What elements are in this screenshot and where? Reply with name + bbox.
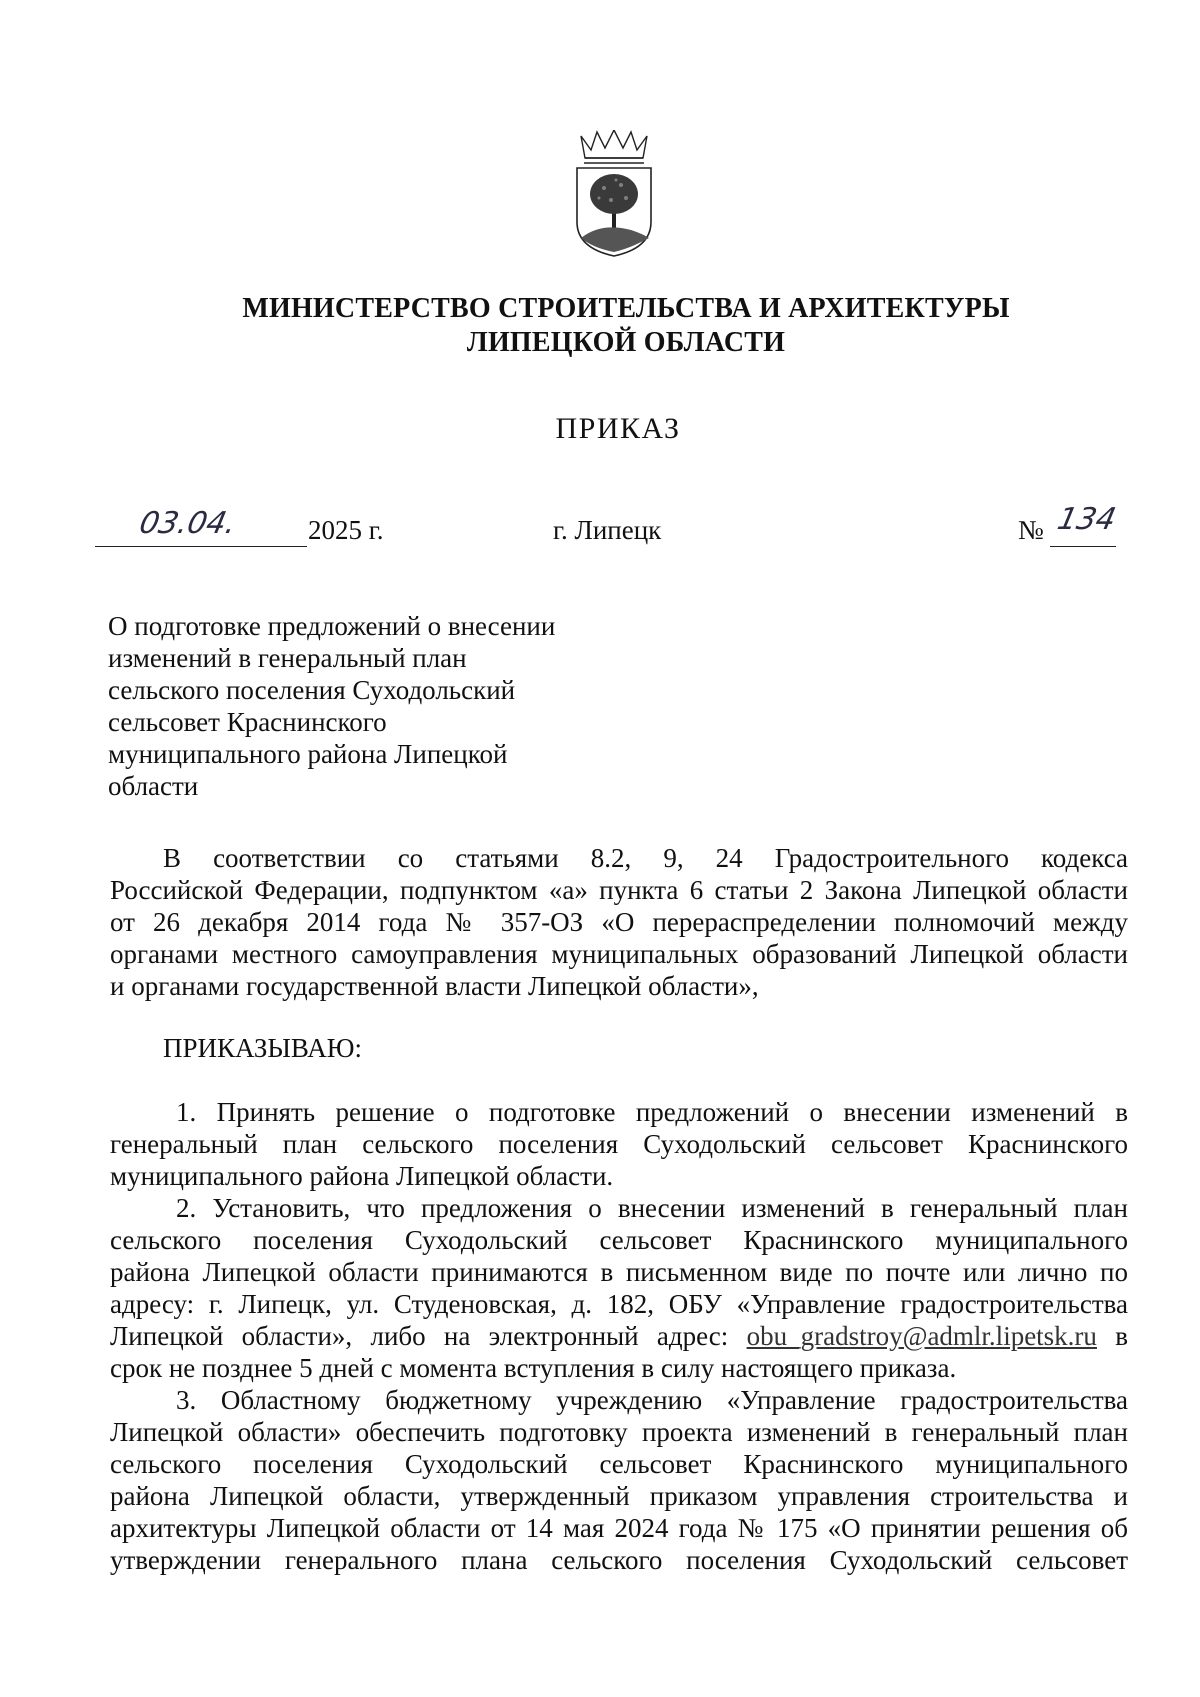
- order-directive-word: ПРИКАЗЫВАЮ:: [163, 1033, 362, 1063]
- item-line: 1. Принять решение о подготовке предложений о внесении изменений в: [176, 1097, 1128, 1127]
- item-line: муниципального района Липецкой области.: [110, 1161, 614, 1191]
- item-line: адресу: г. Липецк, ул. Студеновская, д. 182, ОБУ «Управление градостроительства: [110, 1289, 1128, 1319]
- preamble-paragraph: [110, 842, 1128, 1002]
- item-line: срок не позднее 5 дней с момента вступления в силу настоящего приказа.: [110, 1353, 957, 1383]
- item-line: сельского поселения Суходольский сельсовет Краснинского муниципального: [110, 1225, 1128, 1255]
- subject-line: муниципального района Липецкой: [108, 739, 508, 769]
- subject-line: сельсовет Краснинского: [108, 707, 387, 737]
- number-underline: [1050, 546, 1116, 547]
- item-line: архитектуры Липецкой области от 14 мая 2024 года № 175 «О принятии решения об: [110, 1513, 1128, 1543]
- email-line-prefix: Липецкой области», либо на электронный адрес:: [110, 1321, 729, 1351]
- year-text: 2025 г.: [308, 515, 384, 545]
- preamble-line: от 26 декабря 2014 года № 357-ОЗ «О перераспределении полномочий между: [110, 907, 1128, 937]
- item-line-with-email: [110, 1320, 1128, 1352]
- item-line: Липецкой области» обеспечить подготовку проекта изменений в генеральный план: [110, 1417, 1128, 1447]
- item-line: сельского поселения Суходольский сельсовет Краснинского муниципального: [110, 1449, 1128, 1479]
- item-line: 3. Областному бюджетному учреждению «Управление градостроительства: [176, 1385, 1128, 1415]
- order-subject: [108, 610, 608, 802]
- ministry-name-line2: ЛИПЕЦКОЙ ОБЛАСТИ: [466, 327, 786, 358]
- handwritten-number: 134: [1054, 502, 1119, 537]
- handwritten-date: 03.04.: [136, 506, 240, 541]
- document-type-title: ПРИКАЗ: [555, 412, 681, 445]
- order-item-3: [110, 1384, 1128, 1576]
- order-item-1: [110, 1096, 1128, 1192]
- item-line: района Липецкой области, утвержденный приказом управления строительства и: [110, 1481, 1128, 1511]
- item-line: утверждении генерального плана сельского поселения Суходольский сельсовет: [110, 1545, 1128, 1575]
- lipetsk-coat-of-arms-icon: [571, 130, 657, 260]
- city-text: г. Липецк: [553, 515, 662, 545]
- item-line: 2. Установить, что предложения о внесении изменений в генеральный план: [176, 1193, 1128, 1223]
- preamble-line: органами местного самоуправления муниципальных образований Липецкой области: [110, 939, 1128, 969]
- number-sign: №: [1018, 515, 1044, 545]
- preamble-line: Российской Федерации, подпунктом «а» пункта 6 статьи 2 Закона Липецкой области: [110, 875, 1128, 905]
- subject-line: сельского поселения Суходольский: [108, 675, 516, 705]
- email-link[interactable]: obu_gradstroy@admlr.lipetsk.ru: [746, 1321, 1097, 1351]
- preamble-line: В соответствии со статьями 8.2, 9, 24 Градостроительного кодекса: [163, 843, 1128, 873]
- ministry-name-line1: МИНИСТЕРСТВО СТРОИТЕЛЬСТВА И АРХИТЕКТУРЫ: [242, 293, 1010, 324]
- order-item-2: [110, 1192, 1128, 1384]
- item-line: генеральный план сельского поселения Суходольский сельсовет Краснинского: [110, 1129, 1128, 1159]
- subject-line: изменений в генеральный план: [108, 643, 467, 673]
- subject-line: области: [108, 771, 199, 801]
- subject-line: О подготовке предложений о внесении: [108, 611, 556, 641]
- email-line-suffix: в: [1115, 1321, 1128, 1351]
- item-line: района Липецкой области принимаются в письменном виде по почте или лично по: [110, 1257, 1128, 1287]
- date-underline: [95, 546, 307, 547]
- preamble-line: и органами государственной власти Липецкой области»,: [110, 971, 759, 1001]
